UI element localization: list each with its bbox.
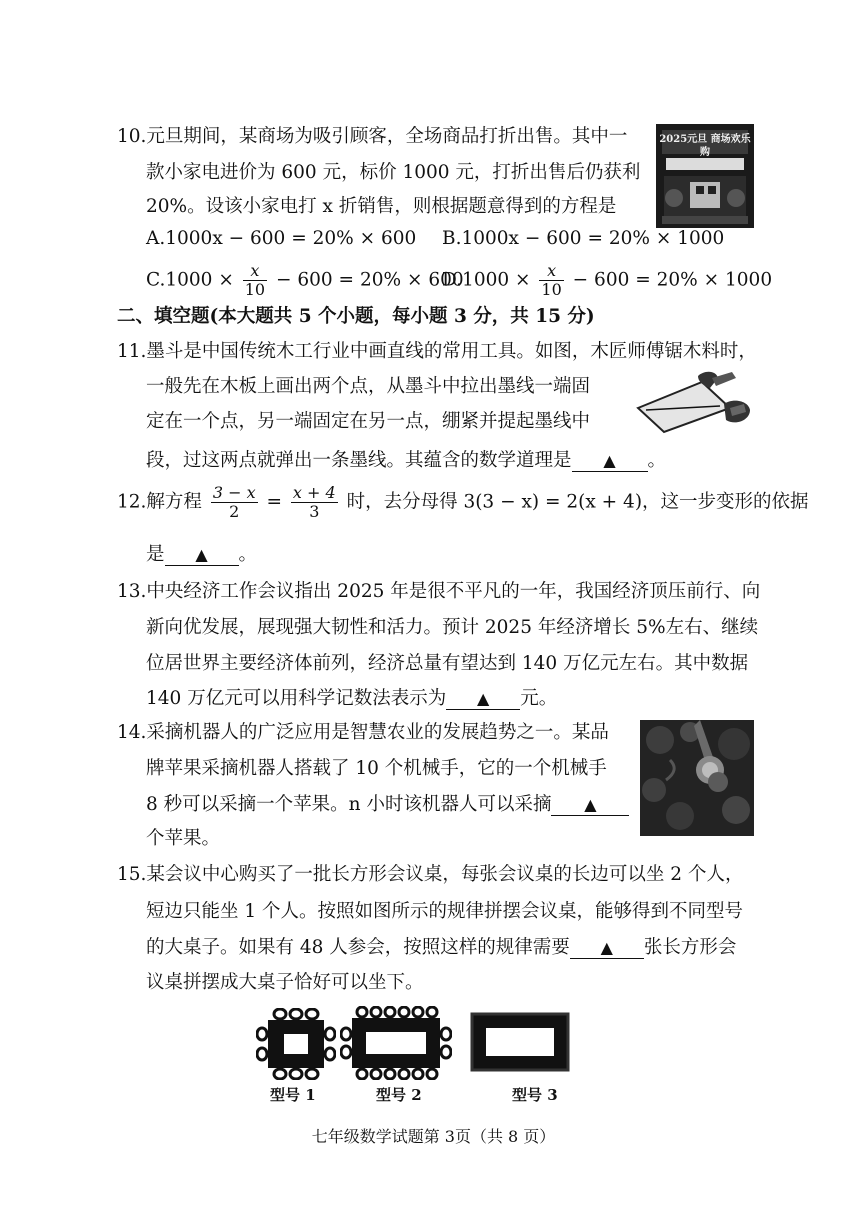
q15-line-3 [146, 939, 736, 959]
q10-option-c-fraction [243, 262, 267, 300]
table-model-3-diagram [466, 1008, 574, 1076]
blank-triangle-icon: ▲ [584, 795, 597, 814]
q11-line-4 [146, 452, 666, 472]
q11-line-2: 一般先在木板上画出两个点，从墨斗中拉出墨线一端固 [146, 376, 591, 397]
q15-line-2: 短边只能坐 1 个人。按照如图所示的规律拼摆会议桌，能够得到不同型号 [146, 901, 744, 922]
table-model-2-diagram [340, 1006, 452, 1080]
page-footer: 七年级数学试题第 3页（共 8 页） [311, 1127, 556, 1146]
fraction-denominator: 10 [541, 280, 562, 300]
q12-equals: = [266, 491, 282, 513]
q15-line-4: 议桌拼摆成大桌子恰好可以坐下。 [146, 972, 424, 993]
q14-answer-blank [551, 796, 629, 816]
q13-line-4-end: 元。 [520, 688, 558, 709]
q14-line-1: 14.采摘机器人的广泛应用是智慧农业的发展趋势之一。某品 [117, 722, 609, 743]
q12-prefix: 12.解方程 [117, 491, 202, 513]
q13-line-2: 新向优发展，展现强大韧性和活力。预计 2025 年经济增长 5%左右、继续 [146, 617, 759, 638]
blank-triangle-icon: ▲ [603, 451, 616, 470]
ink-marker-image [632, 368, 754, 434]
q13-line-4-text: 140 万亿元可以用科学记数法表示为 [146, 688, 447, 709]
q10-option-b: B.1000x − 600 = 20% × 1000 [442, 228, 725, 249]
fraction-denominator: 2 [229, 502, 240, 522]
q12-line-1 [117, 484, 809, 522]
q10-option-c-suffix: − 600 = 20% × 600 [275, 269, 464, 291]
q10-line-3: 20%。设该小家电打 x 折销售，则根据题意得到的方程是 [146, 196, 617, 217]
table-model-3-caption: 型号 3 [512, 1086, 558, 1104]
q15-answer-blank [570, 939, 644, 959]
q13-line-4 [146, 690, 557, 710]
table-model-1-diagram [256, 1008, 336, 1080]
section-heading: 二、填空题(本大题共 5 个小题，每小题 3 分，共 15 分) [117, 306, 595, 327]
new-year-sale-image-text: 2025元旦 商场欢乐购 [659, 134, 751, 158]
q12-fraction-left [211, 484, 258, 522]
q13-line-1: 13.中央经济工作会议指出 2025 年是很不平凡的一年，我国经济顶压前行、向 [117, 581, 761, 602]
q12-answer-blank [165, 546, 239, 566]
q15-line-3-text: 的大桌子。如果有 48 人参会，按照这样的规律需要 [146, 937, 570, 958]
blank-triangle-icon: ▲ [600, 938, 613, 957]
q10-line-2: 款小家电进价为 600 元，标价 1000 元，打折出售后仍获利 [146, 162, 641, 183]
q14-line-4: 个苹果。 [146, 828, 221, 849]
q10-option-d-prefix: D.1000 × [442, 269, 531, 291]
q10-option-c-prefix: C.1000 × [146, 269, 234, 291]
blank-triangle-icon: ▲ [195, 545, 208, 564]
fraction-numerator: x [539, 262, 563, 281]
q11-line-1: 11.墨斗是中国传统木工行业中画直线的常用工具。如图，木匠师傅锯木料时， [117, 341, 757, 362]
q14-line-2: 牌苹果采摘机器人搭载了 10 个机械手，它的一个机械手 [146, 758, 607, 779]
table-model-1-caption: 型号 1 [270, 1086, 316, 1104]
q12-line-2 [146, 546, 257, 566]
q10-option-d [442, 262, 772, 300]
q12-line-2-text: 是 [146, 544, 165, 565]
apple-picking-robot-image [640, 720, 754, 836]
table-model-2-caption: 型号 2 [376, 1086, 422, 1104]
q12-rest: 时，去分母得 3(3 − x) = 2(x + 4)，这一步变形的依据 [346, 491, 809, 513]
q10-line-1: 10.元旦期间，某商场为吸引顾客，全场商品打折出售。其中一 [117, 126, 628, 147]
q14-line-3 [146, 796, 629, 816]
q10-option-d-fraction [539, 262, 563, 300]
q11-line-4-end: 。 [647, 450, 667, 471]
fraction-denominator: 3 [309, 502, 320, 522]
fraction-numerator: x + 4 [292, 483, 336, 502]
q15-line-3-end: 张长方形会 [643, 937, 737, 958]
new-year-sale-image [656, 124, 754, 228]
fraction-denominator: 10 [244, 280, 266, 300]
q10-option-a: A.1000x − 600 = 20% × 600 [146, 228, 417, 249]
q14-line-3-text: 8 秒可以采摘一个苹果。n 小时该机器人可以采摘 [146, 794, 552, 815]
q12-line-2-end: 。 [238, 544, 258, 565]
q13-answer-blank [446, 690, 520, 710]
q11-line-3: 定在一个点，另一端固定在另一点，绷紧并提起墨线中 [146, 411, 591, 432]
q13-line-3: 位居世界主要经济体前列，经济总量有望达到 140 万亿元左右。其中数据 [146, 653, 749, 674]
fraction-numerator: 3 − x [212, 483, 256, 502]
q11-line-4-text: 段，过这两点就弹出一条墨线。其蕴含的数学道理是 [146, 450, 572, 471]
q12-fraction-right [291, 484, 338, 522]
q11-answer-blank [572, 452, 648, 472]
blank-triangle-icon: ▲ [477, 689, 490, 708]
q10-option-d-suffix: − 600 = 20% × 1000 [572, 269, 773, 291]
fraction-numerator: x [243, 262, 267, 281]
q15-line-1: 15.某会议中心购买了一批长方形会议桌，每张会议桌的长边可以坐 2 个人， [117, 864, 744, 885]
q10-option-c [146, 262, 464, 300]
